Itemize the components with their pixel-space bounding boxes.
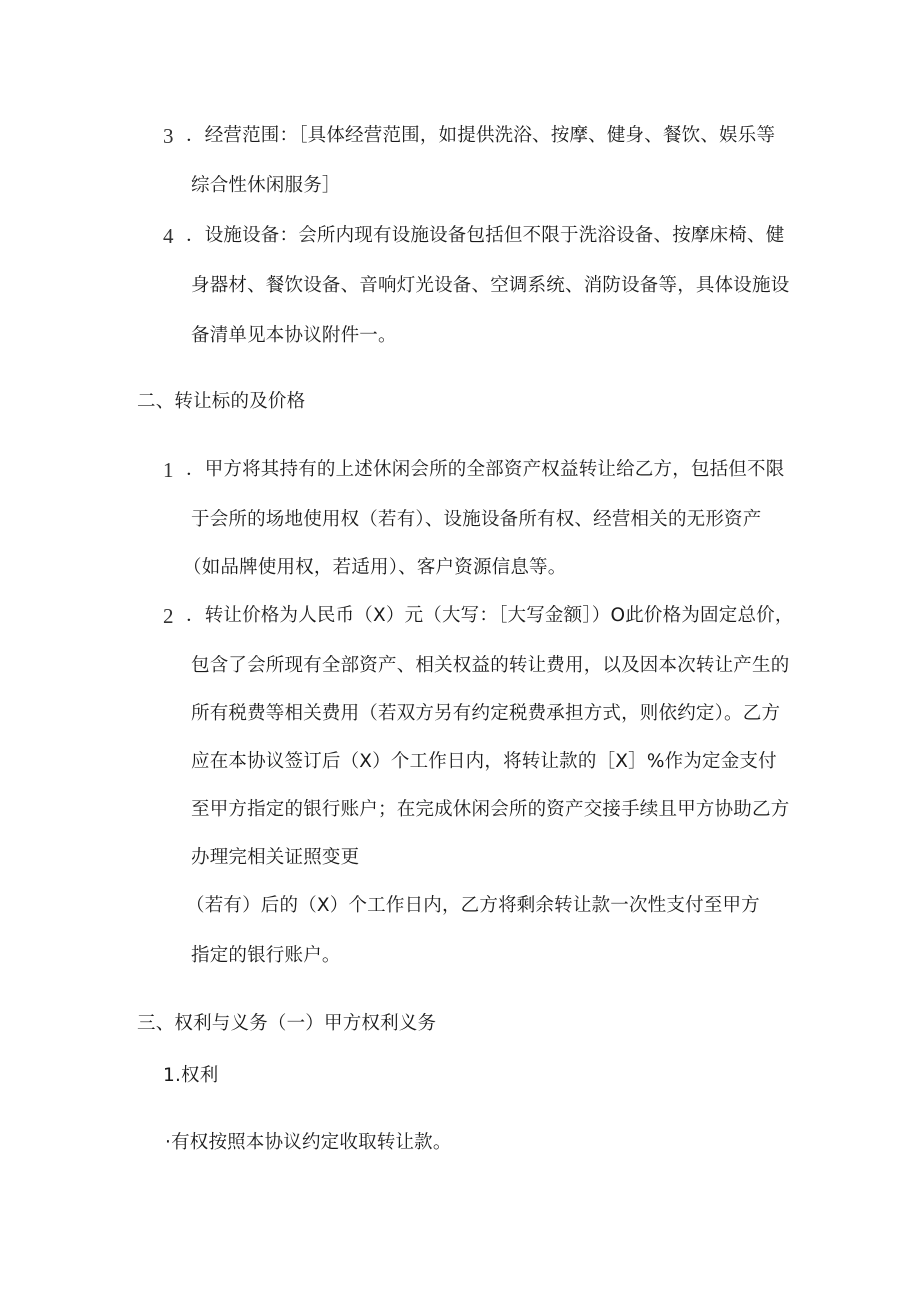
section-3-subheading-rights: 1.权利 xyxy=(163,1065,219,1086)
item-4-line-2: 身器材、餐饮设备、音响灯光设备、空调系统、消防设备等，具体设施设 xyxy=(191,275,790,296)
s2-item-2-line-2: 包含了会所现有全部资产、相关权益的转让费用，以及因本次转让产生的 xyxy=(191,655,790,676)
s2-item-2-line-1: ．转让价格为人民币（X）元（大写：［大写金额］）O此价格为固定总价， xyxy=(186,605,794,626)
s2-item-2-line-7: （若有）后的（X）个工作日内，乙方将剩余转让款一次性支付至甲方 xyxy=(186,895,760,916)
item-4-line-1: ．设施设备：会所内现有设施设备包括但不限于洗浴设备、按摩床椅、健 xyxy=(186,225,785,246)
s2-item-2-line-5: 至甲方指定的银行账户；在完成休闲会所的资产交接手续且甲方协助乙方 xyxy=(191,799,790,820)
s2-item-1-line-3: （如品牌使用权，若适用）、客户资源信息等。 xyxy=(183,557,567,578)
item-3-line-1: ．经营范围：［具体经营范围，如提供洗浴、按摩、健身、餐饮、娱乐等 xyxy=(186,125,776,146)
item-4-line-3: 备清单见本协议附件一。 xyxy=(191,325,397,346)
s2-item-2-line-8: 指定的银行账户。 xyxy=(191,945,341,966)
s2-item-2-number: 2 xyxy=(163,604,174,628)
item-3-number: 3 xyxy=(163,124,174,148)
s2-item-1-line-1: ．甲方将其持有的上述休闲会所的全部资产权益转让给乙方，包括但不限 xyxy=(186,459,785,480)
item-4-number: 4 xyxy=(163,224,174,248)
section-2-heading: 二、转让标的及价格 xyxy=(137,391,306,412)
s2-item-2-line-3: 所有税费等相关费用（若双方另有约定税费承担方式，则依约定）。乙方 xyxy=(191,703,781,724)
s2-item-2-line-6: 办理完相关证照变更 xyxy=(191,847,360,868)
item-3-line-2: 综合性休闲服务］ xyxy=(191,175,341,196)
section-3-heading: 三、权利与义务（一）甲方权利义务 xyxy=(137,1013,437,1034)
section-3-bullet-1: ·有权按照本协议约定收取转让款。 xyxy=(165,1132,452,1153)
s2-item-1-number: 1 xyxy=(163,458,174,482)
s2-item-2-line-4: 应在本协议签订后（X）个工作日内，将转让款的［X］%作为定金支付 xyxy=(191,751,777,772)
s2-item-1-line-2: 于会所的场地使用权（若有）、设施设备所有权、经营相关的无形资产 xyxy=(191,509,762,530)
